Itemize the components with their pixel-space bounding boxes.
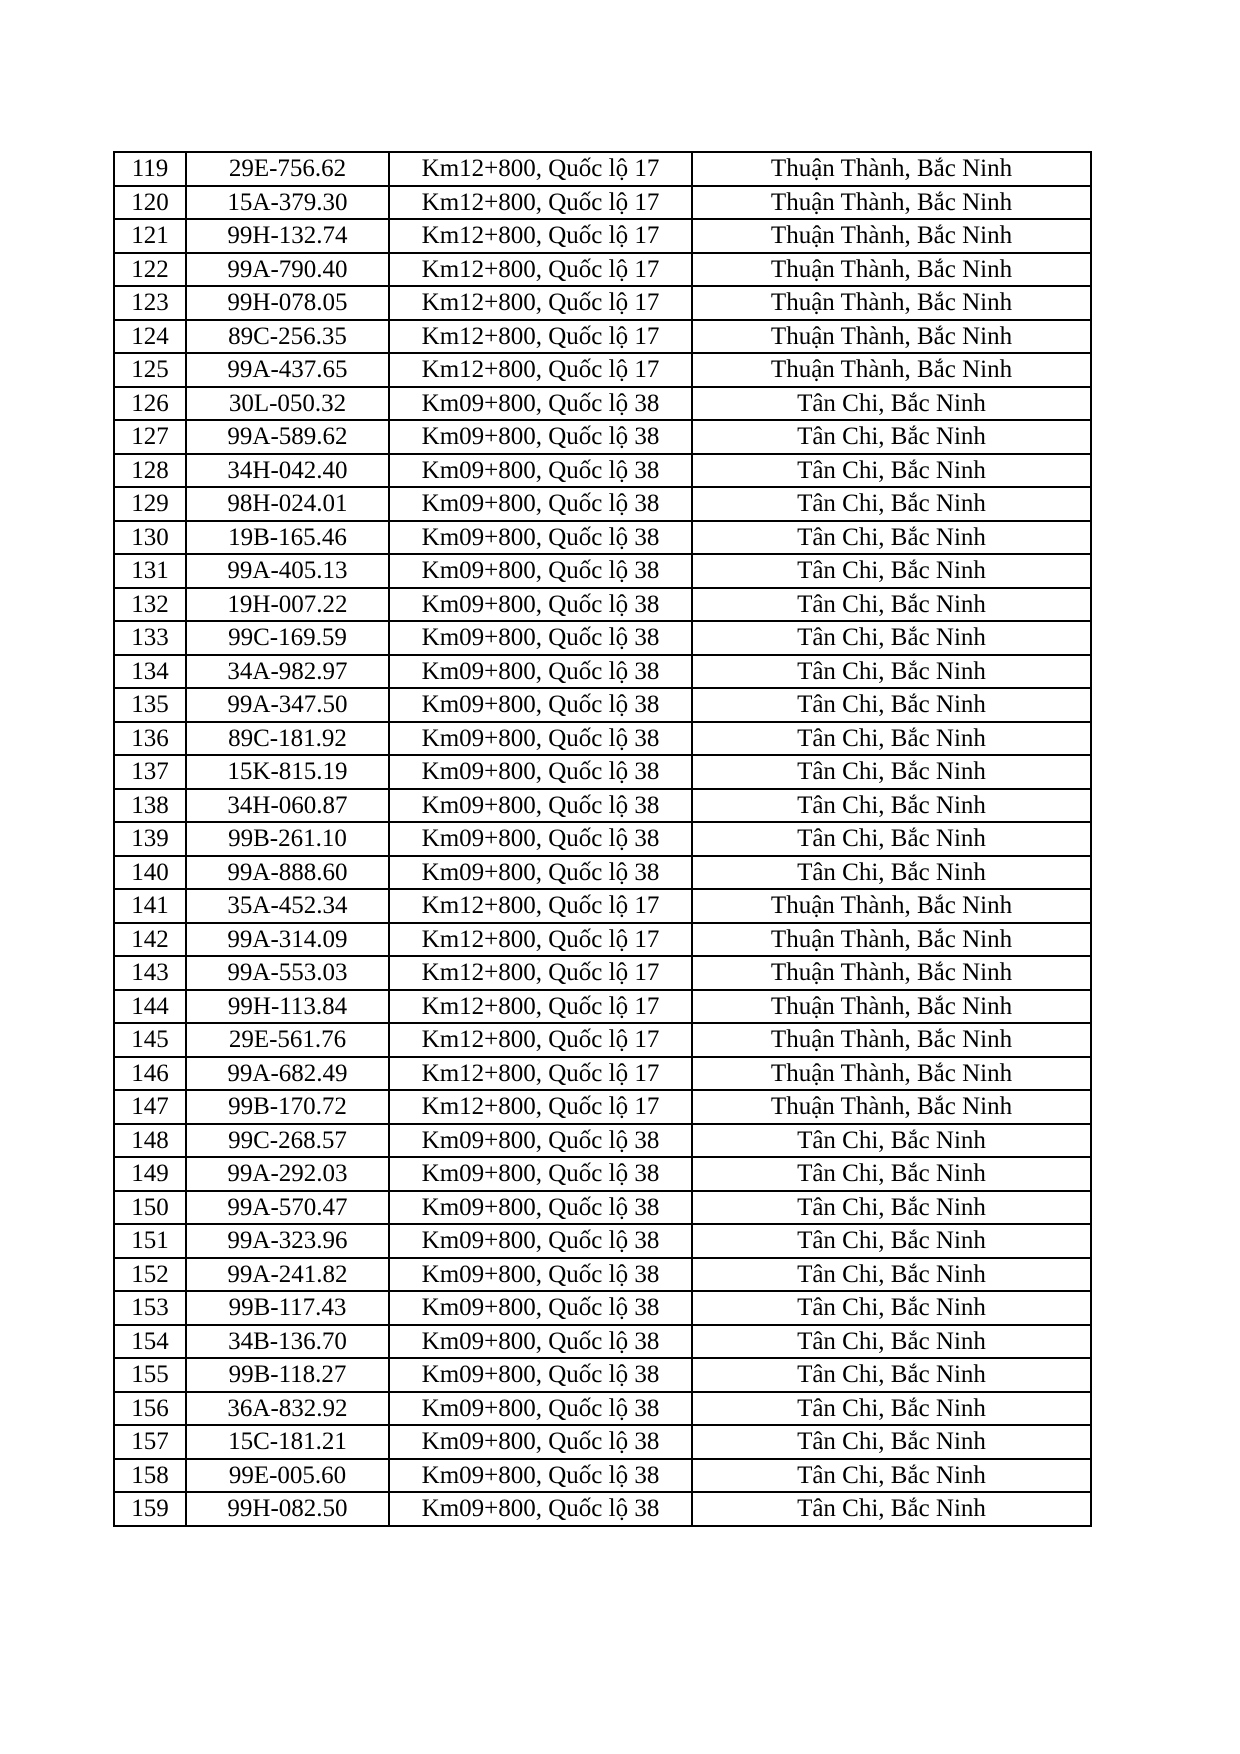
- table-row: [114, 253, 1091, 287]
- district-cell: Tân Chi, Bắc Ninh: [692, 1459, 1091, 1493]
- location-cell: Km09+800, Quốc lộ 38: [389, 688, 692, 722]
- row-number-cell: 155: [114, 1358, 186, 1392]
- table-row: [114, 186, 1091, 220]
- row-number-cell: 142: [114, 923, 186, 957]
- record-table-body: [114, 152, 1091, 1526]
- table-row: [114, 152, 1091, 186]
- district-cell: Tân Chi, Bắc Ninh: [692, 1358, 1091, 1392]
- row-number-cell: 129: [114, 487, 186, 521]
- row-number-cell: 131: [114, 554, 186, 588]
- district-cell: Thuận Thành, Bắc Ninh: [692, 353, 1091, 387]
- location-cell: Km12+800, Quốc lộ 17: [389, 889, 692, 923]
- location-cell: Km09+800, Quốc lộ 38: [389, 588, 692, 622]
- district-cell: Tân Chi, Bắc Ninh: [692, 722, 1091, 756]
- table-row: [114, 1425, 1091, 1459]
- license-plate-cell: 99B-170.72: [186, 1090, 389, 1124]
- row-number-cell: 157: [114, 1425, 186, 1459]
- table-row: [114, 387, 1091, 421]
- license-plate-cell: 99H-113.84: [186, 990, 389, 1024]
- row-number-cell: 140: [114, 856, 186, 890]
- table-row: [114, 755, 1091, 789]
- location-cell: Km09+800, Quốc lộ 38: [389, 1459, 692, 1493]
- license-plate-cell: 99A-589.62: [186, 420, 389, 454]
- row-number-cell: 123: [114, 286, 186, 320]
- location-cell: Km09+800, Quốc lộ 38: [389, 755, 692, 789]
- location-cell: Km09+800, Quốc lộ 38: [389, 1425, 692, 1459]
- location-cell: Km09+800, Quốc lộ 38: [389, 621, 692, 655]
- license-plate-cell: 15K-815.19: [186, 755, 389, 789]
- row-number-cell: 126: [114, 387, 186, 421]
- location-cell: Km09+800, Quốc lộ 38: [389, 487, 692, 521]
- row-number-cell: 152: [114, 1258, 186, 1292]
- table-row: [114, 1492, 1091, 1526]
- license-plate-cell: 35A-452.34: [186, 889, 389, 923]
- location-cell: Km09+800, Quốc lộ 38: [389, 789, 692, 823]
- location-cell: Km09+800, Quốc lộ 38: [389, 1291, 692, 1325]
- location-cell: Km09+800, Quốc lộ 38: [389, 1157, 692, 1191]
- district-cell: Thuận Thành, Bắc Ninh: [692, 990, 1091, 1024]
- license-plate-cell: 99A-437.65: [186, 353, 389, 387]
- row-number-cell: 154: [114, 1325, 186, 1359]
- row-number-cell: 128: [114, 454, 186, 488]
- license-plate-cell: 99H-078.05: [186, 286, 389, 320]
- row-number-cell: 136: [114, 722, 186, 756]
- district-cell: Tân Chi, Bắc Ninh: [692, 588, 1091, 622]
- district-cell: Tân Chi, Bắc Ninh: [692, 1157, 1091, 1191]
- row-number-cell: 130: [114, 521, 186, 555]
- district-cell: Tân Chi, Bắc Ninh: [692, 1224, 1091, 1258]
- district-cell: Thuận Thành, Bắc Ninh: [692, 956, 1091, 990]
- license-plate-cell: 99B-118.27: [186, 1358, 389, 1392]
- license-plate-cell: 99E-005.60: [186, 1459, 389, 1493]
- district-cell: Tân Chi, Bắc Ninh: [692, 420, 1091, 454]
- location-cell: Km09+800, Quốc lộ 38: [389, 1124, 692, 1158]
- table-row: [114, 1191, 1091, 1225]
- district-cell: Tân Chi, Bắc Ninh: [692, 1392, 1091, 1426]
- license-plate-cell: 99A-292.03: [186, 1157, 389, 1191]
- location-cell: Km12+800, Quốc lộ 17: [389, 1057, 692, 1091]
- row-number-cell: 127: [114, 420, 186, 454]
- table-row: [114, 487, 1091, 521]
- table-row: [114, 1090, 1091, 1124]
- district-cell: Thuận Thành, Bắc Ninh: [692, 219, 1091, 253]
- table-row: [114, 554, 1091, 588]
- location-cell: Km12+800, Quốc lộ 17: [389, 923, 692, 957]
- row-number-cell: 148: [114, 1124, 186, 1158]
- license-plate-cell: 19H-007.22: [186, 588, 389, 622]
- row-number-cell: 122: [114, 253, 186, 287]
- license-plate-cell: 99C-169.59: [186, 621, 389, 655]
- license-plate-cell: 34H-042.40: [186, 454, 389, 488]
- row-number-cell: 137: [114, 755, 186, 789]
- license-plate-cell: 99A-323.96: [186, 1224, 389, 1258]
- table-row: [114, 219, 1091, 253]
- table-row: [114, 1023, 1091, 1057]
- license-plate-cell: 34A-982.97: [186, 655, 389, 689]
- row-number-cell: 139: [114, 822, 186, 856]
- license-plate-cell: 99B-261.10: [186, 822, 389, 856]
- table-row: [114, 353, 1091, 387]
- table-row: [114, 822, 1091, 856]
- district-cell: Tân Chi, Bắc Ninh: [692, 1492, 1091, 1526]
- license-plate-cell: 99A-553.03: [186, 956, 389, 990]
- license-plate-cell: 99A-790.40: [186, 253, 389, 287]
- license-plate-cell: 99A-570.47: [186, 1191, 389, 1225]
- district-cell: Tân Chi, Bắc Ninh: [692, 1191, 1091, 1225]
- table-row: [114, 889, 1091, 923]
- district-cell: Tân Chi, Bắc Ninh: [692, 1124, 1091, 1158]
- table-row: [114, 789, 1091, 823]
- row-number-cell: 121: [114, 219, 186, 253]
- row-number-cell: 135: [114, 688, 186, 722]
- row-number-cell: 124: [114, 320, 186, 354]
- district-cell: Tân Chi, Bắc Ninh: [692, 1258, 1091, 1292]
- district-cell: Tân Chi, Bắc Ninh: [692, 856, 1091, 890]
- table-row: [114, 1224, 1091, 1258]
- district-cell: Tân Chi, Bắc Ninh: [692, 454, 1091, 488]
- district-cell: Tân Chi, Bắc Ninh: [692, 1291, 1091, 1325]
- location-cell: Km09+800, Quốc lộ 38: [389, 454, 692, 488]
- table-row: [114, 1124, 1091, 1158]
- location-cell: Km12+800, Quốc lộ 17: [389, 219, 692, 253]
- license-plate-cell: 34H-060.87: [186, 789, 389, 823]
- row-number-cell: 145: [114, 1023, 186, 1057]
- location-cell: Km09+800, Quốc lộ 38: [389, 655, 692, 689]
- district-cell: Tân Chi, Bắc Ninh: [692, 789, 1091, 823]
- district-cell: Tân Chi, Bắc Ninh: [692, 621, 1091, 655]
- license-plate-cell: 99B-117.43: [186, 1291, 389, 1325]
- row-number-cell: 119: [114, 152, 186, 186]
- district-cell: Thuận Thành, Bắc Ninh: [692, 186, 1091, 220]
- license-plate-cell: 99A-241.82: [186, 1258, 389, 1292]
- row-number-cell: 132: [114, 588, 186, 622]
- table-row: [114, 621, 1091, 655]
- location-cell: Km09+800, Quốc lộ 38: [389, 1392, 692, 1426]
- row-number-cell: 147: [114, 1090, 186, 1124]
- district-cell: Thuận Thành, Bắc Ninh: [692, 320, 1091, 354]
- license-plate-cell: 15A-379.30: [186, 186, 389, 220]
- table-row: [114, 588, 1091, 622]
- table-row: [114, 956, 1091, 990]
- table-row: [114, 1392, 1091, 1426]
- license-plate-cell: 29E-756.62: [186, 152, 389, 186]
- row-number-cell: 159: [114, 1492, 186, 1526]
- license-plate-cell: 99A-314.09: [186, 923, 389, 957]
- table-row: [114, 688, 1091, 722]
- table-row: [114, 655, 1091, 689]
- location-cell: Km12+800, Quốc lộ 17: [389, 1023, 692, 1057]
- location-cell: Km09+800, Quốc lộ 38: [389, 1224, 692, 1258]
- location-cell: Km09+800, Quốc lộ 38: [389, 722, 692, 756]
- license-plate-cell: 99A-682.49: [186, 1057, 389, 1091]
- row-number-cell: 120: [114, 186, 186, 220]
- row-number-cell: 158: [114, 1459, 186, 1493]
- license-plate-cell: 99A-405.13: [186, 554, 389, 588]
- location-cell: Km12+800, Quốc lộ 17: [389, 990, 692, 1024]
- table-row: [114, 923, 1091, 957]
- row-number-cell: 134: [114, 655, 186, 689]
- license-plate-cell: 98H-024.01: [186, 487, 389, 521]
- district-cell: Tân Chi, Bắc Ninh: [692, 688, 1091, 722]
- district-cell: Thuận Thành, Bắc Ninh: [692, 1023, 1091, 1057]
- license-plate-cell: 99A-347.50: [186, 688, 389, 722]
- row-number-cell: 150: [114, 1191, 186, 1225]
- row-number-cell: 141: [114, 889, 186, 923]
- location-cell: Km09+800, Quốc lộ 38: [389, 554, 692, 588]
- table-row: [114, 521, 1091, 555]
- location-cell: Km09+800, Quốc lộ 38: [389, 387, 692, 421]
- license-plate-cell: 15C-181.21: [186, 1425, 389, 1459]
- license-plate-cell: 29E-561.76: [186, 1023, 389, 1057]
- license-plate-cell: 36A-832.92: [186, 1392, 389, 1426]
- license-plate-cell: 19B-165.46: [186, 521, 389, 555]
- table-row: [114, 1325, 1091, 1359]
- location-cell: Km09+800, Quốc lộ 38: [389, 1325, 692, 1359]
- license-plate-cell: 89C-181.92: [186, 722, 389, 756]
- location-cell: Km09+800, Quốc lộ 38: [389, 856, 692, 890]
- district-cell: Thuận Thành, Bắc Ninh: [692, 253, 1091, 287]
- table-row: [114, 454, 1091, 488]
- district-cell: Tân Chi, Bắc Ninh: [692, 822, 1091, 856]
- location-cell: Km12+800, Quốc lộ 17: [389, 1090, 692, 1124]
- row-number-cell: 125: [114, 353, 186, 387]
- license-plate-cell: 34B-136.70: [186, 1325, 389, 1359]
- row-number-cell: 149: [114, 1157, 186, 1191]
- district-cell: Thuận Thành, Bắc Ninh: [692, 286, 1091, 320]
- row-number-cell: 146: [114, 1057, 186, 1091]
- table-row: [114, 320, 1091, 354]
- district-cell: Tân Chi, Bắc Ninh: [692, 521, 1091, 555]
- table-row: [114, 1258, 1091, 1292]
- location-cell: Km12+800, Quốc lộ 17: [389, 286, 692, 320]
- table-row: [114, 990, 1091, 1024]
- location-cell: Km12+800, Quốc lộ 17: [389, 956, 692, 990]
- location-cell: Km09+800, Quốc lộ 38: [389, 420, 692, 454]
- license-plate-cell: 99H-082.50: [186, 1492, 389, 1526]
- table-row: [114, 1157, 1091, 1191]
- table-row: [114, 856, 1091, 890]
- district-cell: Thuận Thành, Bắc Ninh: [692, 1057, 1091, 1091]
- district-cell: Tân Chi, Bắc Ninh: [692, 387, 1091, 421]
- row-number-cell: 156: [114, 1392, 186, 1426]
- district-cell: Tân Chi, Bắc Ninh: [692, 554, 1091, 588]
- location-cell: Km12+800, Quốc lộ 17: [389, 253, 692, 287]
- table-row: [114, 1459, 1091, 1493]
- location-cell: Km12+800, Quốc lộ 17: [389, 152, 692, 186]
- district-cell: Thuận Thành, Bắc Ninh: [692, 1090, 1091, 1124]
- location-cell: Km09+800, Quốc lộ 38: [389, 1191, 692, 1225]
- district-cell: Tân Chi, Bắc Ninh: [692, 655, 1091, 689]
- license-plate-cell: 99H-132.74: [186, 219, 389, 253]
- license-plate-cell: 99C-268.57: [186, 1124, 389, 1158]
- location-cell: Km09+800, Quốc lộ 38: [389, 1492, 692, 1526]
- license-plate-cell: 99A-888.60: [186, 856, 389, 890]
- district-cell: Tân Chi, Bắc Ninh: [692, 1325, 1091, 1359]
- district-cell: Thuận Thành, Bắc Ninh: [692, 889, 1091, 923]
- location-cell: Km09+800, Quốc lộ 38: [389, 822, 692, 856]
- row-number-cell: 138: [114, 789, 186, 823]
- district-cell: Tân Chi, Bắc Ninh: [692, 755, 1091, 789]
- table-row: [114, 1291, 1091, 1325]
- district-cell: Thuận Thành, Bắc Ninh: [692, 152, 1091, 186]
- table-row: [114, 286, 1091, 320]
- district-cell: Tân Chi, Bắc Ninh: [692, 1425, 1091, 1459]
- location-cell: Km09+800, Quốc lộ 38: [389, 1358, 692, 1392]
- location-cell: Km12+800, Quốc lộ 17: [389, 186, 692, 220]
- record-table: [113, 151, 1092, 1527]
- table-row: [114, 1057, 1091, 1091]
- license-plate-cell: 89C-256.35: [186, 320, 389, 354]
- row-number-cell: 151: [114, 1224, 186, 1258]
- row-number-cell: 143: [114, 956, 186, 990]
- district-cell: Thuận Thành, Bắc Ninh: [692, 923, 1091, 957]
- license-plate-cell: 30L-050.32: [186, 387, 389, 421]
- location-cell: Km12+800, Quốc lộ 17: [389, 353, 692, 387]
- location-cell: Km09+800, Quốc lộ 38: [389, 521, 692, 555]
- table-row: [114, 1358, 1091, 1392]
- table-row: [114, 722, 1091, 756]
- table-row: [114, 420, 1091, 454]
- location-cell: Km09+800, Quốc lộ 38: [389, 1258, 692, 1292]
- location-cell: Km12+800, Quốc lộ 17: [389, 320, 692, 354]
- district-cell: Tân Chi, Bắc Ninh: [692, 487, 1091, 521]
- row-number-cell: 144: [114, 990, 186, 1024]
- row-number-cell: 153: [114, 1291, 186, 1325]
- row-number-cell: 133: [114, 621, 186, 655]
